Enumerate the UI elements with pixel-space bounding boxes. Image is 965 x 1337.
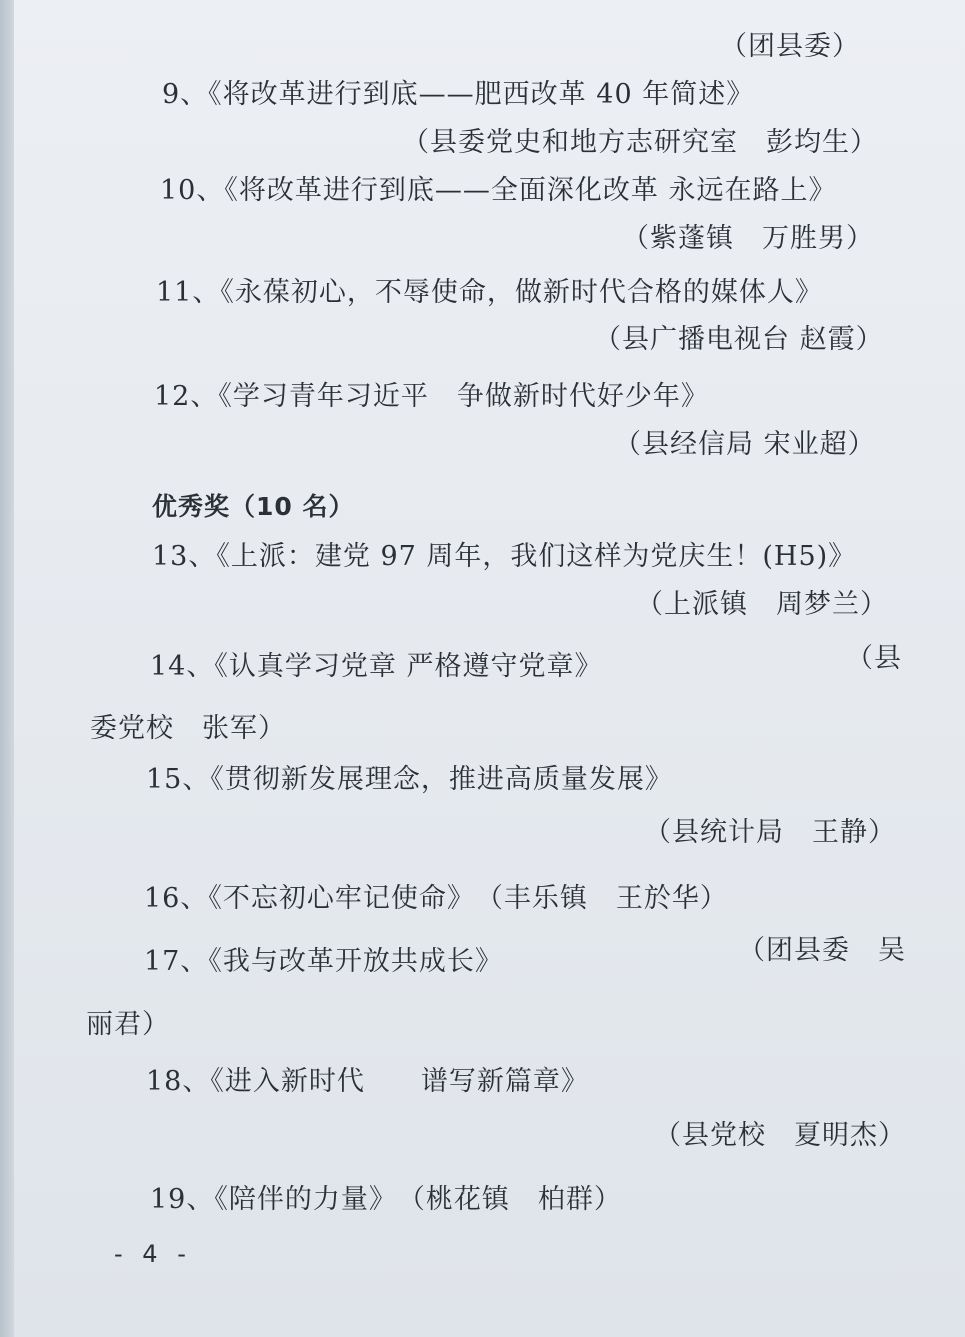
entry-11-author: （县广播电视台 赵霞） — [594, 324, 884, 355]
entry-14-title: 14、《认真学习党章 严格遵守党章》 — [150, 651, 603, 682]
entry-16-line: 16、《不忘初心牢记使命》 （丰乐镇 王於华） — [144, 883, 728, 914]
entry-12-title: 12、《学习青年习近平 争做新时代好少年》 — [154, 381, 709, 412]
entry-9-title: 9、《将改革进行到底——肥西改革 40 年简述》 — [162, 79, 755, 110]
entry-14-author-part2: 委党校 张军） — [90, 713, 286, 744]
entry-17-author-part2: 丽君） — [86, 1009, 170, 1040]
entry-17-title: 17、《我与改革开放共成长》 — [144, 946, 503, 977]
entry-15-author: （县统计局 王静） — [644, 817, 896, 848]
entry-13-author: （上派镇 周梦兰） — [636, 589, 888, 620]
document-page — [14, 0, 965, 1337]
entry-9-author: （县委党史和地方志研究室 彭均生） — [402, 127, 878, 158]
entry-10-author: （紫蓬镇 万胜男） — [622, 223, 874, 254]
entry-17-author-part1: （团县委 吴 — [738, 935, 906, 966]
entry-13-title: 13、《上派：建党 97 周年，我们这样为党庆生！(H5)》 — [152, 541, 857, 572]
entry-18-author: （县党校 夏明杰） — [654, 1120, 906, 1151]
section-heading-excellence-award: 优秀奖（10 名） — [152, 492, 355, 521]
entry-14-author-part1: （县 — [846, 643, 902, 674]
entry-10-title: 10、《将改革进行到底——全面深化改革 永远在路上》 — [160, 175, 837, 206]
entry-15-title: 15、《贯彻新发展理念，推进高质量发展》 — [146, 764, 673, 795]
entry-11-title: 11、《永葆初心，不辱使命，做新时代合格的媒体人》 — [156, 277, 823, 308]
author-line-8: （团县委） — [720, 31, 860, 62]
entry-19-line: 19、《陪伴的力量》 （桃花镇 柏群） — [150, 1184, 622, 1215]
entry-18-title: 18、《进入新时代 谱写新篇章》 — [146, 1066, 589, 1097]
entry-12-author: （县经信局 宋业超） — [614, 429, 876, 460]
page-number: - 4 - — [114, 1240, 192, 1268]
